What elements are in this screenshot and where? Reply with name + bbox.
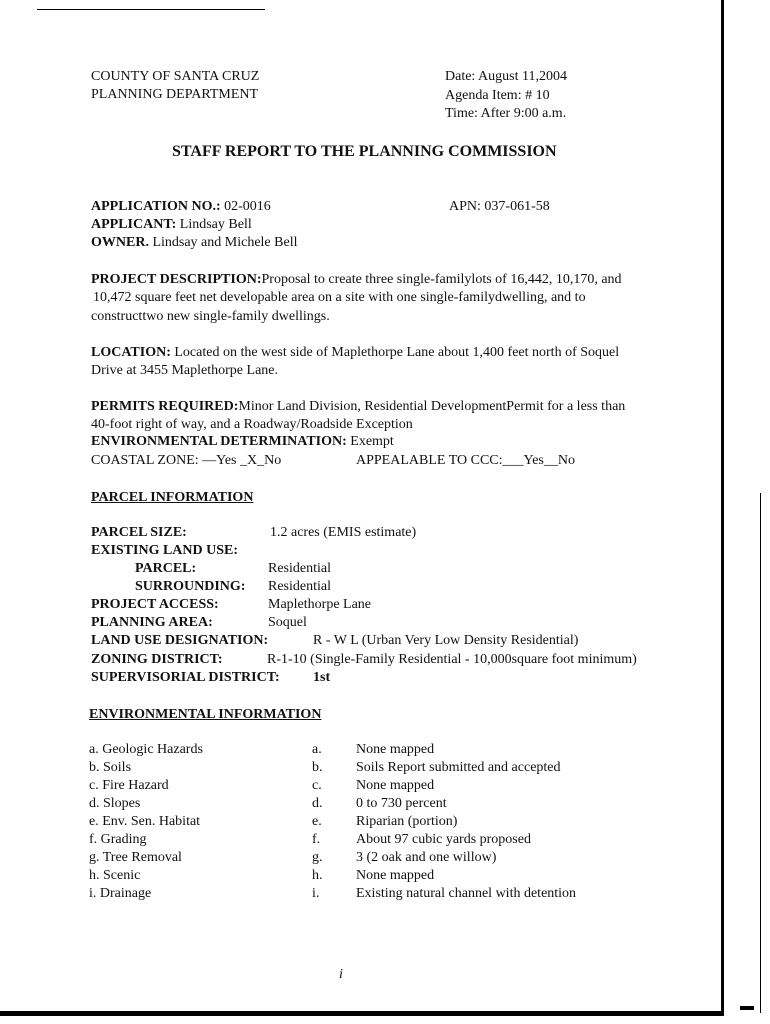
environmental-determination-value: Exempt bbox=[350, 434, 394, 449]
env-item-letter: i. bbox=[312, 886, 320, 901]
env-item-label: a. Geologic Hazards bbox=[89, 742, 203, 757]
report-date: Date: August 11,2004 bbox=[445, 69, 567, 84]
project-access-value: Maplethorpe Lane bbox=[268, 597, 372, 612]
project-description-text1: Proposal to create three single-familylots of 16,442, 10,170, and bbox=[261, 272, 622, 287]
env-item-value: None mapped bbox=[356, 868, 435, 883]
surrounding-value: Residential bbox=[268, 579, 331, 594]
coastal-zone: COASTAL ZONE: —Yes _X_No bbox=[91, 453, 282, 468]
parcel-label: PARCEL: bbox=[135, 561, 197, 576]
env-item-letter: g. bbox=[312, 850, 323, 865]
appealable-to-ccc: APPEALABLE TO CCC:___Yes__No bbox=[356, 453, 575, 468]
zoning-district-label: ZONING DISTRICT: bbox=[91, 652, 223, 667]
env-item-label: b. Soils bbox=[89, 760, 132, 775]
land-use-designation-value: R - W L (Urban Very Low Density Residential) bbox=[313, 633, 579, 648]
applicant-label: APPLICANT: bbox=[91, 217, 177, 232]
top-rule bbox=[37, 9, 265, 10]
supervisorial-district-label: SUPERVISORIAL DISTRICT: bbox=[91, 670, 280, 685]
env-item-value: 3 (2 oak and one willow) bbox=[356, 850, 497, 865]
env-item-label: g. Tree Removal bbox=[89, 850, 182, 865]
page-number: i bbox=[339, 967, 343, 982]
env-item-value: None mapped bbox=[356, 742, 435, 757]
env-item-value: Existing natural channel with detention bbox=[356, 886, 577, 901]
owner-label: OWNER. bbox=[91, 235, 149, 250]
right-border bbox=[721, 0, 724, 1012]
permits-line1 bbox=[91, 398, 625, 416]
env-item-letter: h. bbox=[312, 868, 323, 883]
environmental-information-heading: ENVIRONMENTAL INFORMATION bbox=[89, 707, 322, 722]
county-name: COUNTY OF SANTA CRUZ bbox=[91, 69, 260, 84]
env-item-value: About 97 cubic yards proposed bbox=[356, 832, 531, 847]
land-use-designation-label: LAND USE DESIGNATION: bbox=[91, 633, 269, 648]
permits-line2: 40-foot right of way, and a Roadway/Roadside Exception bbox=[91, 417, 413, 432]
parcel-size-value: 1.2 acres (EMIS estimate) bbox=[270, 525, 417, 540]
env-item-label: i. Drainage bbox=[89, 886, 152, 901]
location-line1 bbox=[91, 344, 619, 362]
env-item-letter: b. bbox=[312, 760, 323, 775]
env-item-label: f. Grading bbox=[89, 832, 147, 847]
corner-mark bbox=[740, 1006, 754, 1010]
department-name: PLANNING DEPARTMENT bbox=[91, 87, 259, 102]
application-number-label: APPLICATION NO.: bbox=[91, 199, 221, 214]
owner-value: Lindsay and Michele Bell bbox=[152, 235, 298, 250]
parcel-value: Residential bbox=[268, 561, 331, 576]
env-item-label: c. Fire Hazard bbox=[89, 778, 169, 793]
permits-text1: Minor Land Division, Residential DevelopmentPermit for a less than bbox=[238, 399, 626, 414]
env-item-label: h. Scenic bbox=[89, 868, 141, 883]
agenda-item: Agenda Item: # 10 bbox=[445, 88, 550, 103]
env-item-letter: d. bbox=[312, 796, 323, 811]
env-item-letter: a. bbox=[312, 742, 322, 757]
meeting-time: Time: After 9:00 a.m. bbox=[445, 106, 567, 121]
applicant-value: Lindsay Bell bbox=[179, 217, 252, 232]
env-item-label: e. Env. Sen. Habitat bbox=[89, 814, 201, 829]
project-description-label: PROJECT DESCRIPTION: bbox=[91, 272, 262, 287]
zoning-district-value: R-1-10 (Single-Family Residential - 10,000square foot minimum) bbox=[267, 652, 637, 667]
parcel-information-heading: PARCEL INFORMATION bbox=[91, 490, 254, 505]
project-description-line1 bbox=[91, 271, 622, 289]
permits-label: PERMITS REQUIRED: bbox=[91, 399, 239, 414]
apn-label: APN: bbox=[449, 199, 481, 214]
parcel-size-label: PARCEL SIZE: bbox=[91, 525, 187, 540]
environmental-determination-label: ENVIRONMENTAL DETERMINATION: bbox=[91, 434, 347, 449]
env-item-label: d. Slopes bbox=[89, 796, 141, 811]
planning-area-label: PLANNING AREA: bbox=[91, 615, 213, 630]
location-text1: Located on the west side of Maplethorpe Lane about 1,400 feet north of Soquel bbox=[174, 345, 620, 360]
application-number-value: 02-0016 bbox=[224, 199, 271, 214]
location-label: LOCATION: bbox=[91, 345, 171, 360]
apn bbox=[449, 198, 550, 216]
env-item-value: Riparian (portion) bbox=[356, 814, 458, 829]
env-item-letter: c. bbox=[312, 778, 322, 793]
owner bbox=[91, 234, 297, 252]
env-item-letter: f. bbox=[312, 832, 321, 847]
project-description-line3: constructtwo new single-family dwellings. bbox=[91, 309, 330, 324]
env-item-value: Soils Report submitted and accepted bbox=[356, 760, 561, 775]
page-title: STAFF REPORT TO THE PLANNING COMMISSION bbox=[172, 143, 557, 160]
apn-value: 037-061-58 bbox=[484, 199, 550, 214]
surrounding-label: SURROUNDING: bbox=[135, 579, 246, 594]
bottom-border bbox=[0, 1011, 724, 1016]
application-number bbox=[91, 198, 271, 216]
location-line2: Drive at 3455 Maplethorpe Lane. bbox=[91, 363, 278, 378]
supervisorial-district-value: 1st bbox=[313, 670, 331, 685]
existing-land-use-label: EXISTING LAND USE: bbox=[91, 543, 239, 558]
right-margin-line bbox=[760, 493, 761, 1013]
env-item-letter: e. bbox=[312, 814, 322, 829]
env-item-value: None mapped bbox=[356, 778, 435, 793]
env-item-value: 0 to 730 percent bbox=[356, 796, 447, 811]
applicant bbox=[91, 216, 252, 234]
planning-area-value: Soquel bbox=[268, 615, 307, 630]
environmental-determination bbox=[91, 433, 394, 451]
project-description-line2: 10,472 square feet net developable area on a site with one single-familydwelling, and to bbox=[93, 290, 586, 305]
project-access-label: PROJECT ACCESS: bbox=[91, 597, 219, 612]
